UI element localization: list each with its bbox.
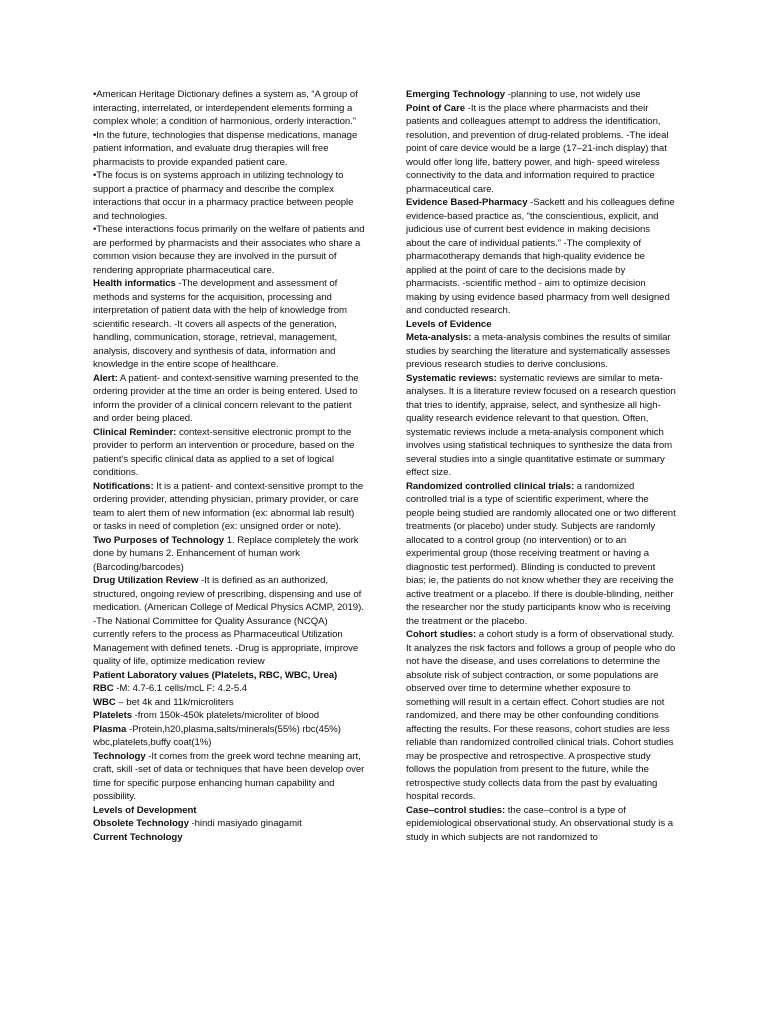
paragraph-term: Technology bbox=[93, 750, 146, 762]
paragraph bbox=[93, 88, 365, 129]
paragraph bbox=[93, 817, 365, 831]
paragraph bbox=[93, 723, 365, 750]
paragraph bbox=[406, 372, 676, 480]
paragraph bbox=[93, 804, 365, 818]
paragraph-term: Evidence Based-Pharmacy bbox=[406, 197, 528, 208]
paragraph-text: •In the future, technologies that dispense medications, manage patient information, and evaluate drug therapies will free pharmacists to provide expanded patient care. bbox=[93, 129, 358, 168]
paragraph bbox=[93, 426, 365, 480]
paragraph-term: Cohort studies: bbox=[406, 629, 477, 640]
paragraph-term: Point of Care bbox=[406, 102, 466, 114]
paragraph bbox=[406, 318, 676, 332]
paragraph-term: Levels of Evidence bbox=[406, 318, 492, 330]
paragraph bbox=[93, 129, 365, 170]
paragraph-term: Health informatics bbox=[93, 278, 176, 289]
paragraph-term: Meta-analysis: bbox=[406, 332, 472, 343]
paragraph bbox=[93, 750, 365, 804]
left-column bbox=[93, 88, 365, 844]
paragraph-term: Plasma bbox=[93, 723, 127, 735]
paragraph-text: -The development and assessment of methods and systems for the acquisition, processing and interpretation of patient data with the help of knowledge from scientific research. -It covers all aspects of the generation, handling, communication, storage, retrieval, management, analysis, discovery and synthesis of data, information and knowledge in the entire scope of healthcare. bbox=[93, 278, 347, 370]
paragraph-text: -Protein,h20,plasma,salts/minerals(55%) rbc(45%) wbc,platelets,buffy coat(1%) bbox=[93, 723, 341, 748]
paragraph-term: Clinical Reminder: bbox=[93, 426, 177, 438]
paragraph-term: Alert: bbox=[93, 372, 118, 384]
paragraph-term: Randomized controlled clinical trials: bbox=[406, 480, 575, 492]
paragraph-term: Platelets bbox=[93, 710, 133, 721]
paragraph-text: the case–control is a type of epidemiological observational study. An observational study is a study in which subjects are not randomized to bbox=[406, 804, 674, 843]
right-column bbox=[406, 88, 676, 844]
paragraph-text: -It is the place where pharmacists and their patients and colleagues attempt to address the identification, resolution, and prevention of drug-related problems. -The ideal point of care device would be a large (17–21-inch display) that would offer long life, battery power, and high- speed wireless connectivity to the data and information required to practice pharmaceutical care. bbox=[406, 102, 669, 195]
paragraph-text: •American Heritage Dictionary defines a system as, “A group of interacting, interrelated, or interdependent elements forming a complex whole; a condition of harmonious, orderly interaction.” bbox=[93, 89, 358, 127]
paragraph-term: WBC bbox=[93, 696, 116, 708]
paragraph bbox=[93, 682, 365, 696]
paragraph bbox=[406, 102, 676, 197]
paragraph-text: -M: 4.7-6.1 cells/mcL F: 4.2-5.4 bbox=[113, 683, 248, 694]
paragraph bbox=[93, 169, 365, 223]
paragraph-text: -It comes from the greek word techne meaning art, craft, skill -set of data or techniques that have been develop over time for specific purpose enhancing human capability and possibility. bbox=[93, 750, 365, 802]
paragraph-text: -hindi masiyado ginagamit bbox=[188, 818, 302, 829]
paragraph-text: -It is defined as an authorized, structured, ongoing review of prescribing, dispensing and use of medication. (American College of Medical Physics ACMP, 2019). -The National Committee for Quality Assurance (NCQA) currently refers to the process as Pharmaceutical Utilization Management with defined tenets. -Drug is appropriate, improve quality of life, optimize medication review bbox=[93, 575, 364, 667]
paragraph-text: a cohort study is a form of observational study. It analyzes the risk factors and follows a group of people who do not have the disease, and uses correlations to determine the absolute risk of subject contraction, or some populations are observed over time to determine whether exposure to something will result in a certain effect. Cohort studies are not randomized, and there may be other confounding conditions affecting the results. For these reasons, cohort studies are less reliable than randomized controlled clinical trials. Cohort studies may be prospective and retrospective. A prospective study follows the population from present to the future, while the retrospective study collects data from the past by evaluating hospital records. bbox=[406, 629, 676, 802]
paragraph-text: a randomized controlled trial is a type of scientific experiment, where the people being studied are randomly allocated one or two different treatments (or placebo) under study. Subjects are randomly allocated to a control group (no intervention) or to an experimental group (those receiving treatment or having a diagnostic test performed). Blinding is conducted to prevent bias; ie, the patients do not know whether they are receiving the active treatment or a placebo. If there is double-blinding, neither the researcher nor the study participants know who is receiving the treatment or the placebo. bbox=[406, 480, 676, 627]
paragraph bbox=[93, 534, 365, 575]
paragraph bbox=[93, 669, 365, 683]
paragraph-text: a meta-analysis combines the results of similar studies by searching the literature and systematically assesses previous research studies to derive conclusions. bbox=[406, 332, 671, 370]
paragraph-term: Obsolete Technology bbox=[93, 818, 189, 829]
paragraph bbox=[93, 574, 365, 669]
paragraph-term: Current Technology bbox=[93, 831, 183, 843]
paragraph-term: Drug Utilization Review bbox=[93, 575, 199, 586]
paragraph-text: •The focus is on systems approach in utilizing technology to support a practice of pharmacy and describe the complex interactions that occur in a pharmacy practice between people and technologies. bbox=[93, 170, 354, 222]
paragraph-text: context-sensitive electronic prompt to the provider to perform an intervention or procedure, based on the patient’s specific clinical data as applied to a set of logical conditions. bbox=[93, 426, 355, 478]
paragraph bbox=[406, 88, 676, 102]
paragraph-text: -from 150k-450k platelets/microliter of blood bbox=[132, 710, 320, 721]
paragraph-term: Systematic reviews: bbox=[406, 372, 497, 384]
paragraph-term: Emerging Technology bbox=[406, 89, 506, 100]
paragraph-term: Notifications: bbox=[93, 480, 154, 492]
paragraph-term: Case–control studies: bbox=[406, 804, 506, 816]
paragraph-term: Two Purposes of Technology bbox=[93, 534, 225, 546]
paragraph bbox=[93, 223, 365, 277]
paragraph bbox=[93, 277, 365, 372]
paragraph bbox=[406, 480, 676, 629]
paragraph bbox=[406, 804, 676, 845]
paragraph-term: Levels of Development bbox=[93, 804, 197, 816]
paragraph-term: Patient Laboratory values (Platelets, RBC, WBC, Urea) bbox=[93, 669, 338, 681]
paragraph bbox=[93, 480, 365, 534]
paragraph-text: A patient- and context-sensitive warning presented to the ordering provider at the time an order is being entered. Used to inform the provider of a clinical concern relevant to the patient and order being placed. bbox=[93, 372, 359, 424]
paragraph-text: -Sackett and his colleagues define evidence-based practice as, “the conscientious, explicit, and judicious use of current best evidence in making decisions about the care of individual patients.” -The complexity of pharmacotherapy demands that high-quality evidence be applied at the point of care to the decisions made by pharmacists. -scientific method - aim to optimize decision making by using evidence based pharmacy from well designed and conducted research. bbox=[406, 197, 675, 316]
paragraph bbox=[406, 331, 676, 372]
paragraph-text: -planning to use, not widely use bbox=[505, 89, 641, 100]
paragraph bbox=[406, 628, 676, 804]
paragraph-text: •These interactions focus primarily on the welfare of patients and are performed by pharmacists and their associates who share a common vision because they are involved in the pursuit of rendering appropriate pharmaceutical care. bbox=[93, 224, 365, 276]
paragraph bbox=[93, 372, 365, 426]
paragraph bbox=[93, 709, 365, 723]
paragraph-text: – bet 4k and 11k/microliters bbox=[115, 696, 234, 708]
paragraph bbox=[93, 696, 365, 710]
paragraph-text: It is a patient- and context-sensitive prompt to the ordering provider, attending physician, primary provider, or care team to alert them of new information (ex: abnormal lab result) or tasks in need of completion (ex: unsigned order or note). bbox=[93, 480, 364, 532]
paragraph bbox=[406, 196, 676, 318]
paragraph-text: 1. Replace completely the work done by humans 2. Enhancement of human work (Barcoding/barcodes) bbox=[93, 534, 359, 573]
paragraph-term: RBC bbox=[93, 683, 114, 694]
paragraph bbox=[93, 831, 365, 845]
paragraph-text: systematic reviews are similar to meta-analyses. It is a literature review focused on a research question that tries to identify, appraise, select, and synthesize all high-quality research evidence relevant to that question. Often, systematic reviews include a meta-analysis component which involves using statistical techniques to synthesize the data from several studies into a single quantitative estimate or summary effect size. bbox=[406, 372, 676, 478]
